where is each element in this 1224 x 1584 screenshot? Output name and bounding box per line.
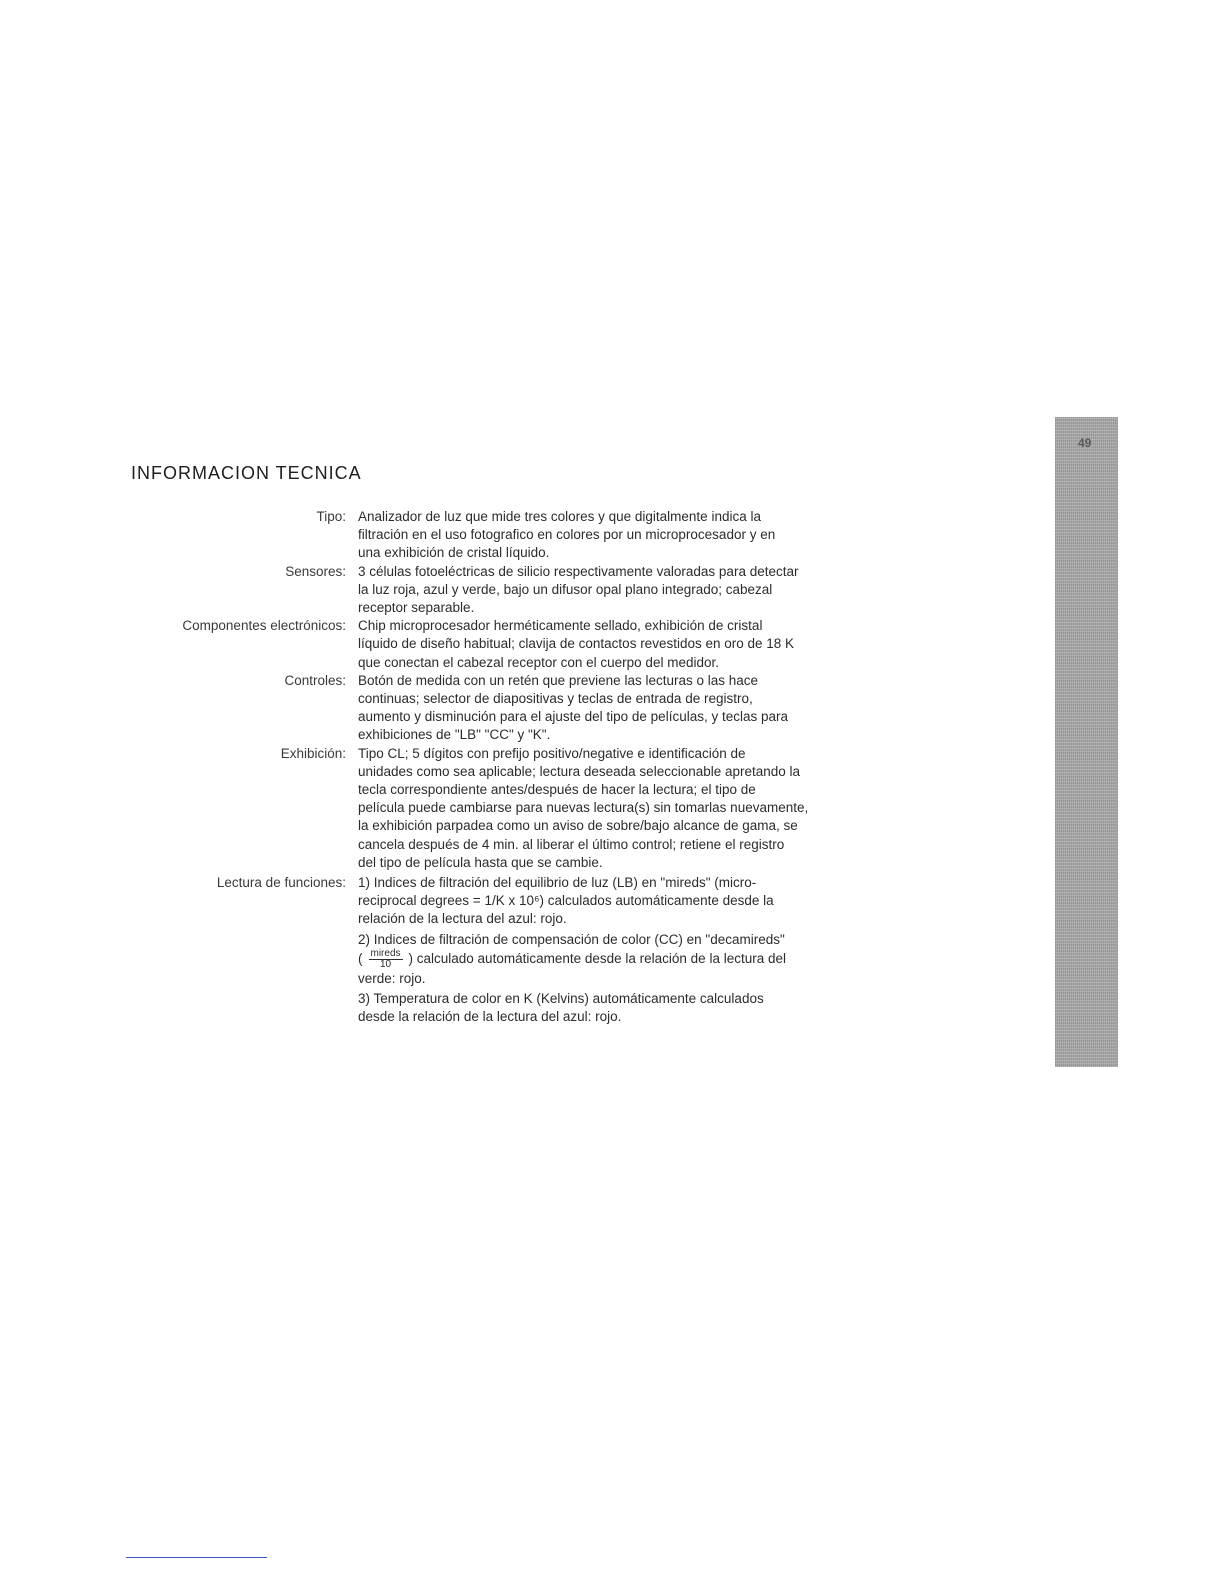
spec-value xyxy=(358,508,920,563)
spec-line-with-fraction xyxy=(358,949,920,970)
function-item-lb xyxy=(358,874,920,929)
spec-line: relación de la lectura del azul: rojo. xyxy=(358,911,567,927)
spec-line: la luz roja, azul y verde, bajo un difusor opal plano integrado; cabezal xyxy=(358,581,773,597)
page-edge-tab xyxy=(1055,417,1118,1067)
spec-label: Lectura de funciones: xyxy=(216,875,346,891)
spec-line: aumento y disminución para el ajuste del tipo de películas, y teclas para xyxy=(358,709,788,725)
spec-value xyxy=(358,563,920,618)
spec-line: una exhibición de cristal líquido. xyxy=(358,545,550,561)
spec-line: 2) Indices de filtración de compensación de color (CC) en "decamireds" xyxy=(358,931,785,947)
spec-row-controles xyxy=(110,672,920,745)
spec-row-sensores xyxy=(110,563,920,618)
spec-line: Chip microprocesador herméticamente sellado, exhibición de cristal xyxy=(358,618,763,634)
spec-value xyxy=(358,874,920,1026)
fraction-rest-text: ) calculado automáticamente desde la relación de la lectura del xyxy=(408,950,786,966)
spec-line: del tipo de película hasta que se cambie. xyxy=(358,854,603,870)
spec-label: Componentes electrónicos: xyxy=(182,618,346,634)
spec-row-tipo xyxy=(110,508,920,563)
spec-line: desde la relación de la lectura del azul: rojo. xyxy=(358,1009,622,1025)
spec-line: verde: rojo. xyxy=(358,970,426,986)
spec-row-lectura-funciones xyxy=(110,874,920,1026)
spec-line: 3) Temperatura de color en K (Kelvins) automáticamente calculados xyxy=(358,991,764,1007)
spec-label: Sensores: xyxy=(285,563,346,579)
spec-value xyxy=(358,745,920,872)
spec-row-exhibicion xyxy=(110,745,920,872)
spec-value xyxy=(358,672,920,745)
open-paren: ( xyxy=(358,950,363,966)
spec-line: la exhibición parpadea como un aviso de sobre/bajo alcance de gama, se xyxy=(358,818,798,834)
page-number: 49 xyxy=(1078,436,1092,450)
spec-line: cancela después de 4 min. al liberar el último control; retiene el registro xyxy=(358,836,785,852)
spec-line: Tipo CL; 5 dígitos con prefijo positivo/negative e identificación de xyxy=(358,745,746,761)
spec-label: Tipo: xyxy=(316,509,346,524)
spec-line: que conectan el cabezal receptor con el cuerpo del medidor. xyxy=(358,654,719,670)
fraction-denominator: 10 xyxy=(379,958,392,970)
spec-line: película puede cambiarse para nuevas lectura(s) sin tomarlas nuevamente, xyxy=(358,800,809,816)
spec-line: receptor separable. xyxy=(358,600,475,616)
spec-line: 1) Indices de filtración del equilibrio de luz (LB) en "mireds" (micro- xyxy=(358,875,757,891)
spec-line: filtración en el uso fotografico en colores por un microprocesador y en xyxy=(358,527,776,543)
fraction-numerator: mireds xyxy=(370,947,401,959)
spec-line: continuas; selector de diapositivas y teclas de entrada de registro, xyxy=(358,691,753,707)
footnote-divider xyxy=(126,1557,267,1558)
spec-label: Controles: xyxy=(284,672,346,688)
mireds-fraction xyxy=(369,949,403,970)
function-item-cc xyxy=(358,931,920,988)
spec-line: Analizador de luz que mide tres colores y que digitalmente indica la xyxy=(358,509,761,524)
spec-value xyxy=(358,617,920,672)
spec-line: unidades como sea aplicable; lectura deseada seleccionable apretando la xyxy=(358,763,801,779)
spec-line: 3 células fotoeléctricas de silicio respectivamente valoradas para detectar xyxy=(358,563,799,579)
page-title: INFORMACION TECNICA xyxy=(131,463,362,483)
spec-list xyxy=(110,508,920,1026)
function-item-k xyxy=(358,990,920,1026)
spec-line: líquido de diseño habitual; clavija de contactos revestidos en oro de 18 K xyxy=(358,636,795,652)
spec-row-componentes xyxy=(110,617,920,672)
spec-line: reciprocal degrees = 1/K x 10⁶) calculados automáticamente desde la xyxy=(358,893,774,909)
spec-line: Botón de medida con un retén que previene las lecturas o las hace xyxy=(358,672,759,688)
spec-label: Exhibición: xyxy=(280,745,346,761)
spec-line: tecla correspondiente antes/después de hacer la lectura; el tipo de xyxy=(358,782,756,798)
spec-line: exhibiciones de "LB" "CC" y "K". xyxy=(358,727,551,743)
